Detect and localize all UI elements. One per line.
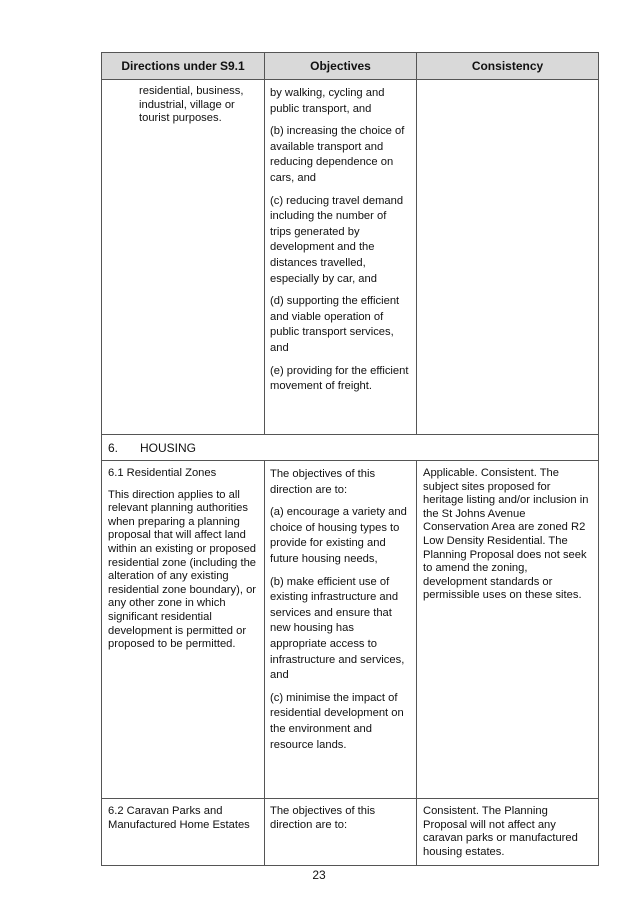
- objective-item: (a) encourage a variety and choice of housing types to provide for existing and future housing needs,: [270, 506, 407, 565]
- consistency-text: Applicable. Consistent. The subject sites proposed for heritage listing and/or inclusion in the St Johns Avenue Conservation Area are zoned R2 Low Density Residential. The Planning Proposal does not seek to amend the zoning, development standards or permissible uses on these sites.: [423, 467, 589, 602]
- consistency-cell: [417, 461, 599, 799]
- section-row: [102, 435, 599, 461]
- objective-item: (d) supporting the efficient and viable operation of public transport services, and: [270, 295, 400, 354]
- objective-item: The objectives of this direction are to:: [270, 805, 376, 831]
- objectives-cell: [265, 799, 417, 866]
- objective-item: (c) reducing travel demand including the number of trips generated by development and the distances travelled, especially by car, and: [270, 194, 404, 285]
- header-objectives: Objectives: [265, 53, 417, 80]
- objective-item: by walking, cycling and public transport, and: [270, 87, 385, 115]
- consistency-cell: [417, 80, 599, 435]
- table-header-row: [102, 53, 599, 80]
- planning-directions-table: [101, 52, 599, 866]
- objective-item: (e) providing for the efficient movement of freight.: [270, 364, 409, 393]
- direction-cell: [102, 80, 265, 435]
- objectives-cell: [265, 461, 417, 799]
- section-title: HOUSING: [140, 440, 197, 455]
- table-row: [102, 80, 599, 435]
- objectives-cell: [265, 80, 417, 435]
- direction-cell: [102, 799, 265, 866]
- section-heading: [102, 435, 599, 461]
- table-row: [102, 461, 599, 799]
- consistency-text: Consistent. The Planning Proposal will not affect any caravan parks or manufactured housing estates.: [423, 805, 578, 858]
- table-row: [102, 799, 599, 866]
- objective-item: (b) increasing the choice of available transport and reducing dependence on cars, and: [270, 125, 405, 184]
- header-directions: Directions under S9.1: [102, 53, 265, 80]
- direction-title: 6.1 Residential Zones: [108, 467, 217, 479]
- objective-item: (c) minimise the impact of residential development on the environment and resource lands.: [270, 691, 404, 751]
- header-consistency: Consistency: [417, 53, 599, 80]
- objective-item: The objectives of this direction are to:: [270, 468, 376, 496]
- direction-title: 6.2 Caravan Parks and Manufactured Home Estates: [108, 805, 250, 831]
- objective-item: (b) make efficient use of existing infrastructure and services and ensure that new housing has appropriate access to infrastructure and services, and: [270, 575, 405, 682]
- direction-text: residential, business, industrial, village or tourist purposes.: [139, 85, 244, 125]
- direction-text: This direction applies to all relevant planning authorities when preparing a planning proposal that will affect land within an existing or proposed residential zone (including the alteration of any existing residential zone boundary), or any other zone in which significant residential development is permitted or proposed to be permitted.: [108, 488, 257, 651]
- consistency-cell: [417, 799, 599, 866]
- direction-cell: [102, 461, 265, 799]
- page-number: 23: [312, 868, 326, 882]
- section-number: 6.: [108, 440, 119, 455]
